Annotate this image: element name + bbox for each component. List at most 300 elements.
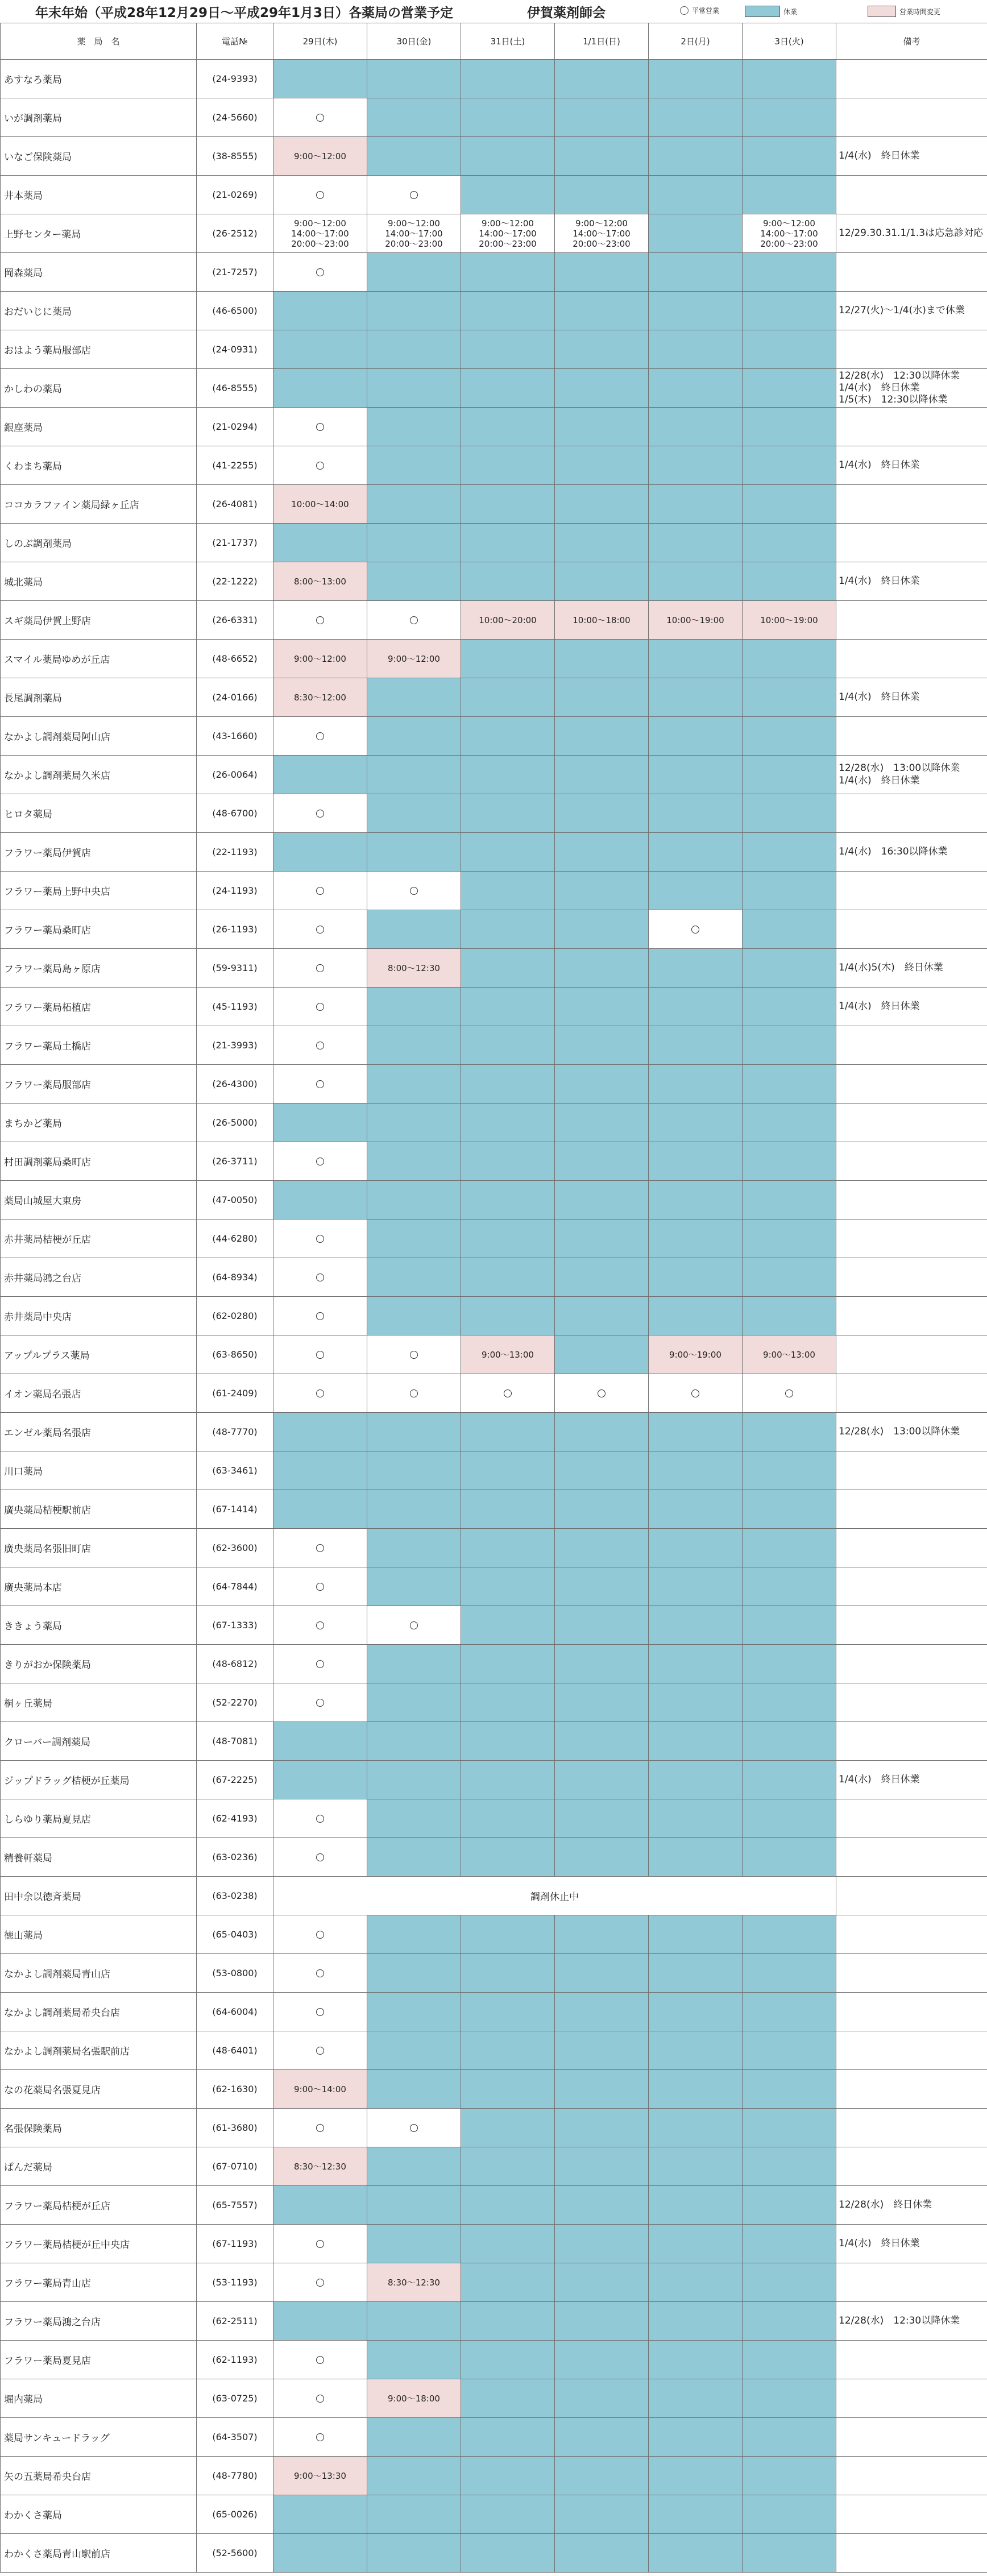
- table-row: [1, 2031, 987, 2070]
- hours-text: 9:00～12:00: [294, 151, 346, 161]
- day-closed-cell: [555, 1915, 649, 1954]
- day-closed-cell: [367, 1529, 461, 1567]
- remarks-cell: [836, 1915, 987, 1954]
- day-closed-cell: [743, 1490, 836, 1529]
- day-closed-cell: [649, 1993, 743, 2031]
- day-open-cell: [273, 2263, 367, 2302]
- pharmacy-tel: (48-7770): [197, 1413, 273, 1451]
- pharmacy-tel: (52-2270): [197, 1683, 273, 1722]
- remarks-cell: [836, 524, 987, 562]
- day-open-cell: [273, 1645, 367, 1683]
- pharmacy-name: 矢の五薬局希央台店: [1, 2457, 197, 2495]
- hours-text: 10:00～19:00: [760, 615, 818, 625]
- pharmacy-name: 銀座薬局: [1, 408, 197, 446]
- circle-icon: [316, 2356, 324, 2364]
- pharmacy-tel: (67-1414): [197, 1490, 273, 1529]
- pharmacy-tel: (26-4300): [197, 1065, 273, 1104]
- day-closed-cell: [461, 292, 555, 330]
- table-row: [1, 1413, 987, 1451]
- day-closed-cell: [649, 2418, 743, 2457]
- day-closed-cell: [649, 1104, 743, 1142]
- day-closed-cell: [461, 756, 555, 794]
- day-closed-cell: [743, 446, 836, 485]
- day-closed-cell: [273, 756, 367, 794]
- day-closed-cell: [555, 1219, 649, 1258]
- day-closed-cell: [461, 1104, 555, 1142]
- day-closed-cell: [743, 60, 836, 98]
- day-closed-cell: [555, 2534, 649, 2573]
- pharmacy-tel: (62-4193): [197, 1799, 273, 1838]
- day-closed-cell: [649, 2263, 743, 2302]
- day-closed-cell: [649, 137, 743, 176]
- day-closed-cell: [461, 678, 555, 717]
- table-row: [1, 1026, 987, 1065]
- pharmacy-name: わかくさ薬局: [1, 2495, 197, 2534]
- remarks-cell: [836, 1104, 987, 1142]
- day-closed-cell: [367, 2302, 461, 2341]
- circle-icon: [316, 2433, 324, 2441]
- day-open-cell: [649, 910, 743, 949]
- pharmacy-name: きりがおか保険薬局: [1, 1645, 197, 1683]
- day-closed-cell: [461, 1065, 555, 1104]
- pharmacy-name: フラワー薬局桔梗が丘店: [1, 2186, 197, 2225]
- table-row: [1, 2109, 987, 2147]
- pharmacy-tel: (21-7257): [197, 253, 273, 292]
- day-closed-cell: [367, 756, 461, 794]
- day-closed-cell: [649, 2495, 743, 2534]
- circle-icon: [316, 1235, 324, 1243]
- day-closed-cell: [367, 1761, 461, 1799]
- day-open-cell: [743, 1374, 836, 1413]
- day-closed-cell: [273, 833, 367, 872]
- day-closed-cell: [743, 988, 836, 1026]
- day-open-cell: [273, 1567, 367, 1606]
- day-closed-cell: [273, 1181, 367, 1219]
- pharmacy-tel: (53-0800): [197, 1954, 273, 1993]
- circle-icon: [316, 2279, 324, 2287]
- pharmacy-tel: (62-1193): [197, 2341, 273, 2379]
- day-closed-cell: [555, 833, 649, 872]
- table-row: [1, 1297, 987, 1335]
- day-closed-cell: [461, 2418, 555, 2457]
- circle-icon: [316, 964, 324, 972]
- pharmacy-name: ジップドラッグ桔梗が丘薬局: [1, 1761, 197, 1799]
- day-hours-cell: [649, 601, 743, 640]
- pharmacy-name: 赤井薬局中央店: [1, 1297, 197, 1335]
- day-closed-cell: [555, 292, 649, 330]
- hours-text: 10:00～19:00: [666, 615, 724, 625]
- day-closed-cell: [461, 1567, 555, 1606]
- day-closed-cell: [555, 1258, 649, 1297]
- table-row: [1, 601, 987, 640]
- day-open-cell: [273, 1026, 367, 1065]
- day-open-cell: [367, 176, 461, 214]
- organization-name: 伊賀薬剤師会: [527, 6, 606, 20]
- circle-icon: [410, 191, 418, 199]
- pharmacy-name: フラワー薬局上野中央店: [1, 872, 197, 910]
- pharmacy-tel: (47-0050): [197, 1181, 273, 1219]
- table-row: [1, 1065, 987, 1104]
- day-closed-cell: [649, 292, 743, 330]
- day-closed-cell: [649, 1761, 743, 1799]
- table-row: [1, 1722, 987, 1761]
- day-closed-cell: [367, 2457, 461, 2495]
- day-closed-cell: [743, 833, 836, 872]
- circle-icon: [316, 1274, 324, 1281]
- pharmacy-name: かしわの薬局: [1, 369, 197, 408]
- day-open-cell: [273, 1065, 367, 1104]
- circle-icon: [316, 926, 324, 934]
- day-closed-cell: [555, 1954, 649, 1993]
- day-closed-cell: [461, 833, 555, 872]
- pharmacy-tel: (43-1660): [197, 717, 273, 756]
- pharmacy-name: フラワー薬局伊賀店: [1, 833, 197, 872]
- day-open-cell: [273, 253, 367, 292]
- pharmacy-name: おだいじに薬局: [1, 292, 197, 330]
- day-closed-cell: [649, 2457, 743, 2495]
- pharmacy-tel: (26-6331): [197, 601, 273, 640]
- day-closed-cell: [461, 2457, 555, 2495]
- remarks-cell: [836, 408, 987, 446]
- day-closed-cell: [649, 640, 743, 678]
- remarks-cell: [836, 2495, 987, 2534]
- day-closed-cell: [555, 253, 649, 292]
- remarks-cell: 1/4(水) 終日休業: [836, 988, 987, 1026]
- header-note: 備考: [836, 23, 987, 60]
- day-closed-cell: [649, 98, 743, 137]
- day-open-cell: [273, 601, 367, 640]
- page-title: 年末年始（平成28年12月29日～平成29年1月3日）各薬局の営業予定: [35, 6, 454, 20]
- day-open-cell: [273, 1297, 367, 1335]
- remarks-cell: [836, 2457, 987, 2495]
- day-hours-cell: [367, 2263, 461, 2302]
- day-closed-cell: [461, 1838, 555, 1877]
- table-row: [1, 2418, 987, 2457]
- day-closed-cell: [743, 1683, 836, 1722]
- day-open-cell: [273, 1993, 367, 2031]
- remarks-cell: [836, 1142, 987, 1181]
- day-closed-cell: [743, 2457, 836, 2495]
- table-row: [1, 408, 987, 446]
- remarks-cell: [836, 640, 987, 678]
- hours-text: 10:00～14:00: [291, 499, 349, 509]
- day-closed-cell: [555, 1142, 649, 1181]
- day-closed-cell: [743, 2302, 836, 2341]
- remarks-cell: [836, 253, 987, 292]
- day-open-cell: [273, 794, 367, 833]
- day-closed-cell: [649, 1799, 743, 1838]
- pharmacy-name: 徳山薬局: [1, 1915, 197, 1954]
- day-closed-cell: [743, 369, 836, 408]
- day-hours-cell: [273, 2147, 367, 2186]
- pharmacy-tel: (48-6812): [197, 1645, 273, 1683]
- day-closed-cell: [461, 1181, 555, 1219]
- remarks-cell: 12/28(水) 13:00以降休業 1/4(水) 終日休業: [836, 756, 987, 794]
- day-closed-cell: [743, 2109, 836, 2147]
- day-closed-cell: [367, 1026, 461, 1065]
- circle-icon: [504, 1389, 512, 1397]
- pharmacy-name: 田中余以徳斉薬局: [1, 1877, 197, 1915]
- day-open-cell: [273, 1915, 367, 1954]
- day-closed-cell: [273, 2495, 367, 2534]
- table-row: [1, 369, 987, 408]
- remarks-cell: [836, 2379, 987, 2418]
- pharmacy-name: くわまち薬局: [1, 446, 197, 485]
- remarks-cell: [836, 794, 987, 833]
- day-closed-cell: [555, 2186, 649, 2225]
- pharmacy-name: 村田調剤薬局桑町店: [1, 1142, 197, 1181]
- hours-text: 9:00～12:00 14:00～17:00 20:00～23:00: [385, 218, 443, 249]
- pharmacy-name: 岡森薬局: [1, 253, 197, 292]
- day-open-cell: [367, 1606, 461, 1645]
- day-closed-cell: [649, 1954, 743, 1993]
- day-open-cell: [273, 2341, 367, 2379]
- day-closed-cell: [555, 1799, 649, 1838]
- day-closed-cell: [555, 1065, 649, 1104]
- hours-text: 8:00～12:30: [388, 963, 440, 973]
- day-closed-cell: [461, 2070, 555, 2109]
- remarks-cell: [836, 2147, 987, 2186]
- remarks-cell: [836, 1722, 987, 1761]
- day-closed-cell: [461, 794, 555, 833]
- day-closed-cell: [461, 446, 555, 485]
- day-closed-cell: [555, 1026, 649, 1065]
- table-row: [1, 2070, 987, 2109]
- remarks-cell: 1/4(水) 終日休業: [836, 2225, 987, 2263]
- day-closed-cell: [743, 678, 836, 717]
- hours-text: 9:00～19:00: [669, 1349, 721, 1360]
- day-open-cell: [273, 1838, 367, 1877]
- day-closed-cell: [743, 253, 836, 292]
- day-closed-cell: [555, 524, 649, 562]
- legend-closed-label: 休業: [783, 7, 798, 16]
- day-closed-cell: [461, 2147, 555, 2186]
- day-closed-cell: [649, 176, 743, 214]
- day-closed-cell: [649, 1026, 743, 1065]
- day-closed-cell: [743, 1104, 836, 1142]
- table-row: [1, 1142, 987, 1181]
- day-closed-cell: [367, 1104, 461, 1142]
- day-closed-cell: [743, 1413, 836, 1451]
- day-hours-cell: [273, 678, 367, 717]
- remarks-cell: [836, 2263, 987, 2302]
- circle-icon: [316, 2240, 324, 2248]
- day-closed-cell: [555, 2070, 649, 2109]
- pharmacy-name: 赤井薬局桔梗が丘店: [1, 1219, 197, 1258]
- circle-icon: [410, 1351, 418, 1359]
- day-closed-cell: [461, 1529, 555, 1567]
- remarks-cell: [836, 1258, 987, 1297]
- pharmacy-name: 廣央薬局本店: [1, 1567, 197, 1606]
- circle-icon: [316, 1158, 324, 1165]
- day-closed-cell: [743, 1722, 836, 1761]
- remarks-cell: [836, 1181, 987, 1219]
- day-closed-cell: [649, 2534, 743, 2573]
- day-closed-cell: [743, 2534, 836, 2573]
- pharmacy-name: ききょう薬局: [1, 1606, 197, 1645]
- pharmacy-name: わかくさ薬局青山駅前店: [1, 2534, 197, 2573]
- hours-text: 9:00～12:00 14:00～17:00 20:00～23:00: [573, 218, 631, 249]
- pharmacy-name: なの花薬局名張夏見店: [1, 2070, 197, 2109]
- day-closed-cell: [649, 2147, 743, 2186]
- day-closed-cell: [367, 1915, 461, 1954]
- legend-changed-label: 営業時間変更: [899, 7, 941, 16]
- table-row: [1, 872, 987, 910]
- day-closed-cell: [273, 1451, 367, 1490]
- pharmacy-tel: (46-8555): [197, 369, 273, 408]
- day-closed-cell: [555, 2147, 649, 2186]
- day-open-cell: [367, 872, 461, 910]
- day-closed-cell: [461, 2031, 555, 2070]
- pharmacy-tel: (61-3680): [197, 2109, 273, 2147]
- day-closed-cell: [555, 485, 649, 524]
- hours-text: 8:30～12:00: [294, 692, 346, 703]
- remarks-cell: [836, 1683, 987, 1722]
- day-closed-cell: [555, 1104, 649, 1142]
- pharmacy-tel: (53-1193): [197, 2263, 273, 2302]
- circle-icon: [316, 1312, 324, 1320]
- day-closed-cell: [555, 1181, 649, 1219]
- hours-text: 8:00～13:00: [294, 576, 346, 587]
- day-closed-cell: [743, 562, 836, 601]
- legend-closed-swatch: [745, 6, 780, 17]
- day-closed-cell: [367, 717, 461, 756]
- table-row: [1, 2263, 987, 2302]
- pharmacy-tel: (62-2511): [197, 2302, 273, 2341]
- day-closed-cell: [555, 2225, 649, 2263]
- circle-icon: [316, 1389, 324, 1397]
- pharmacy-name: アップルプラス薬局: [1, 1335, 197, 1374]
- day-closed-cell: [649, 524, 743, 562]
- table-row: [1, 678, 987, 717]
- circle-icon: [410, 1389, 418, 1397]
- day-open-cell: [273, 1335, 367, 1374]
- circle-icon: [785, 1389, 793, 1397]
- table-row: [1, 60, 987, 98]
- day-closed-cell: [367, 910, 461, 949]
- pharmacy-tel: (21-1737): [197, 524, 273, 562]
- pharmacy-name: なかよし調剤薬局阿山店: [1, 717, 197, 756]
- circle-icon: [680, 6, 689, 15]
- day-closed-cell: [649, 562, 743, 601]
- day-closed-cell: [743, 408, 836, 446]
- day-open-cell: [273, 1374, 367, 1413]
- day-closed-cell: [649, 1567, 743, 1606]
- day-closed-cell: [649, 1683, 743, 1722]
- day-closed-cell: [649, 408, 743, 446]
- day-hours-cell: [461, 1335, 555, 1374]
- day-closed-cell: [743, 640, 836, 678]
- day-closed-cell: [743, 2186, 836, 2225]
- remarks-cell: 12/28(水) 13:00以降休業: [836, 1413, 987, 1451]
- day-closed-cell: [743, 1954, 836, 1993]
- day-closed-cell: [461, 717, 555, 756]
- day-closed-cell: [649, 1181, 743, 1219]
- day-closed-cell: [743, 1451, 836, 1490]
- pharmacy-name: なかよし調剤薬局希央台店: [1, 1993, 197, 2031]
- day-closed-cell: [367, 1567, 461, 1606]
- pharmacy-tel: (59-9311): [197, 949, 273, 988]
- remarks-cell: [836, 2418, 987, 2457]
- pharmacy-tel: (48-6700): [197, 794, 273, 833]
- day-closed-cell: [367, 446, 461, 485]
- circle-icon: [316, 1699, 324, 1707]
- day-closed-cell: [649, 2186, 743, 2225]
- remarks-cell: [836, 1490, 987, 1529]
- day-closed-cell: [367, 2186, 461, 2225]
- pharmacy-tel: (46-6500): [197, 292, 273, 330]
- pharmacy-tel: (63-0238): [197, 1877, 273, 1915]
- table-row: [1, 1258, 987, 1297]
- day-closed-cell: [743, 1606, 836, 1645]
- day-closed-cell: [743, 872, 836, 910]
- remarks-cell: 12/29.30.31.1/1.3は応急診対応: [836, 214, 987, 253]
- remarks-cell: [836, 1645, 987, 1683]
- circle-icon: [316, 1931, 324, 1939]
- day-closed-cell: [649, 1838, 743, 1877]
- day-closed-cell: [743, 2418, 836, 2457]
- day-closed-cell: [367, 988, 461, 1026]
- day-closed-cell: [273, 524, 367, 562]
- day-closed-cell: [367, 485, 461, 524]
- hours-text: 9:00～12:00 14:00～17:00 20:00～23:00: [479, 218, 537, 249]
- day-hours-cell: [743, 601, 836, 640]
- day-closed-cell: [461, 1683, 555, 1722]
- day-closed-cell: [649, 1529, 743, 1567]
- pharmacy-tel: (26-1193): [197, 910, 273, 949]
- table-row: [1, 1645, 987, 1683]
- pharmacy-name: フラワー薬局青山店: [1, 2263, 197, 2302]
- day-open-cell: [273, 910, 367, 949]
- pharmacy-name: 廣央薬局桔梗駅前店: [1, 1490, 197, 1529]
- remarks-cell: [836, 1297, 987, 1335]
- table-row: [1, 717, 987, 756]
- remarks-cell: 1/4(水) 終日休業: [836, 446, 987, 485]
- hours-text: 9:00～14:00: [294, 2084, 346, 2094]
- pharmacy-tel: (26-0064): [197, 756, 273, 794]
- day-closed-cell: [461, 2225, 555, 2263]
- day-closed-cell: [649, 1219, 743, 1258]
- circle-icon: [316, 810, 324, 818]
- pharmacy-name: クローバー調剤薬局: [1, 1722, 197, 1761]
- remarks-cell: [836, 1606, 987, 1645]
- day-closed-cell: [649, 214, 743, 253]
- table-row: [1, 2379, 987, 2418]
- day-closed-cell: [461, 1993, 555, 2031]
- table-row: [1, 137, 987, 176]
- day-closed-cell: [743, 1529, 836, 1567]
- day-closed-cell: [555, 369, 649, 408]
- day-closed-cell: [555, 1490, 649, 1529]
- remarks-cell: [836, 98, 987, 137]
- day-closed-cell: [367, 2495, 461, 2534]
- day-closed-cell: [461, 485, 555, 524]
- remarks-cell: 1/4(水)5(木) 終日休業: [836, 949, 987, 988]
- table-row: [1, 1374, 987, 1413]
- pharmacy-name: 薬局山城屋大東房: [1, 1181, 197, 1219]
- pharmacy-tel: (26-3711): [197, 1142, 273, 1181]
- day-closed-cell: [273, 2302, 367, 2341]
- pharmacy-tel: (63-3461): [197, 1451, 273, 1490]
- remarks-cell: [836, 1065, 987, 1104]
- day-open-cell: [555, 1374, 649, 1413]
- remarks-cell: 12/27(火)～1/4(水)まで休業: [836, 292, 987, 330]
- day-closed-cell: [367, 524, 461, 562]
- pharmacy-tel: (62-0280): [197, 1297, 273, 1335]
- pharmacy-tel: (63-0725): [197, 2379, 273, 2418]
- table-row: [1, 794, 987, 833]
- table-row: [1, 562, 987, 601]
